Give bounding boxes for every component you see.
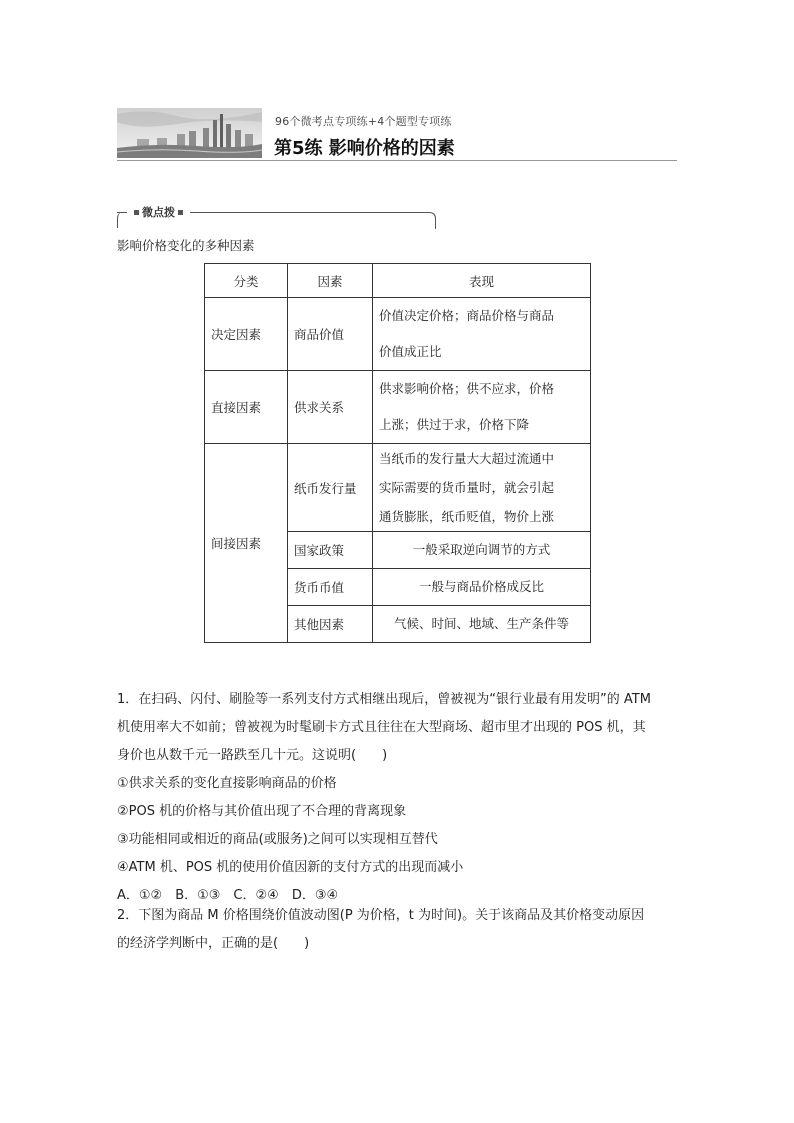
question-stem-line: 的经济学判断中，正确的是( ): [117, 936, 310, 951]
question-2: [117, 902, 679, 958]
square-bullet-icon: [178, 210, 183, 215]
category-cell: 决定因素: [205, 298, 288, 371]
question-stem-line: 机使用率大不如前；曾被视为时髦刷卡方式且往往在大型商场、超市里才出现的 POS 机，其: [117, 720, 646, 735]
square-bullet-icon: [134, 210, 139, 215]
table-row: [205, 298, 591, 371]
question-option: ③功能相同或相近的商品(或服务)之间可以实现相互替代: [117, 832, 438, 847]
header-divider: [117, 160, 677, 161]
table-row: [205, 444, 591, 532]
effect-line: 一般采取逆向调节的方式: [412, 542, 551, 557]
question-1: [117, 686, 679, 910]
city-skyline-image: [117, 108, 262, 158]
effect-line: 一般与商品价格成反比: [418, 579, 544, 594]
price-factors-table: [204, 263, 591, 643]
column-header: 分类: [205, 264, 288, 298]
factor-cell: 商品价值: [288, 298, 373, 371]
question-option: ②POS 机的价格与其价值出现了不合理的背离现象: [117, 804, 407, 819]
column-header: 因素: [288, 264, 373, 298]
factor-cell: 其他因素: [288, 606, 373, 643]
factor-cell: 供求关系: [288, 371, 373, 444]
effect-cell: [373, 606, 591, 643]
answer-choices: A．①② B．①③ C．②④ D．③④: [117, 888, 339, 903]
section-intro: 影响价格变化的多种因素: [117, 238, 255, 253]
effect-cell: [373, 371, 591, 444]
table-header-row: [205, 264, 591, 298]
effect-line: 价值成正比: [379, 344, 442, 359]
factor-cell: 货币币值: [288, 569, 373, 606]
effect-cell: [373, 532, 591, 569]
question-stem-line: 2．下图为商品 M 价格围绕价值波动图(P 为价格，t 为时间)。关于该商品及其价格变动原因: [117, 908, 645, 923]
section-tag: [127, 204, 190, 220]
effect-line: 上涨；供过于求，价格下降: [379, 417, 530, 432]
question-stem-line: 1．在扫码、闪付、刷脸等一系列支付方式相继出现后，曾被视为“银行业最有用发明”的 ATM: [117, 692, 651, 707]
column-header: 表现: [373, 264, 591, 298]
effect-line: 气候、时间、地域、生产条件等: [393, 616, 569, 631]
table-row: [205, 371, 591, 444]
question-option: ①供求关系的变化直接影响商品的价格: [117, 776, 337, 791]
category-cell: 直接因素: [205, 371, 288, 444]
series-title: 96个微考点专项练+4个题型专项练: [275, 115, 452, 128]
effect-line: 当纸币的发行量大大超过流通中: [379, 451, 555, 466]
effect-cell: [373, 444, 591, 532]
factor-cell: 国家政策: [288, 532, 373, 569]
factor-cell: 纸币发行量: [288, 444, 373, 532]
effect-line: 通货膨胀，纸币贬值，物价上涨: [379, 509, 555, 524]
effect-line: 供求影响价格；供不应求，价格: [379, 381, 555, 396]
effect-cell: [373, 298, 591, 371]
question-option: ④ATM 机、POS 机的使用价值因新的支付方式的出现而减小: [117, 860, 464, 875]
question-stem-line: 身价也从数千元一路跌至几十元。这说明( ): [117, 748, 388, 763]
section-tag-label: 微点拨: [142, 206, 175, 219]
effect-line: 实际需要的货币量时，就会引起: [379, 480, 555, 495]
effect-line: 价值决定价格；商品价格与商品: [379, 308, 555, 323]
page-title: 第5练 影响价格的因素: [274, 138, 455, 159]
category-cell: 间接因素: [205, 444, 288, 643]
effect-cell: [373, 569, 591, 606]
